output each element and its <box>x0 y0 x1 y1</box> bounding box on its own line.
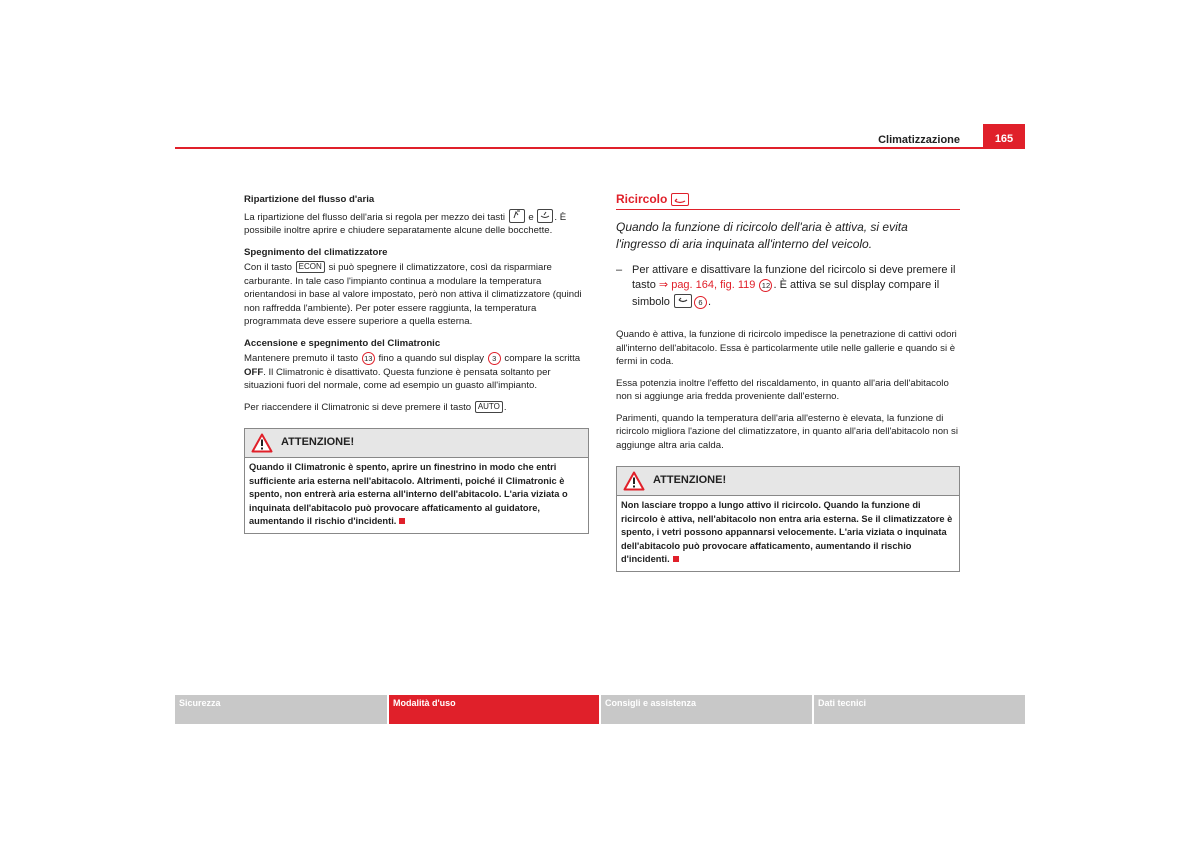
airflow-text-3: . È possibile inoltre aprire e chiudere separatamente alcune delle bocchette. <box>244 211 567 236</box>
bullet-text-2: . È attiva se sul display compare il simbolo <box>632 279 940 308</box>
airflow-key-2-icon <box>537 209 553 223</box>
footer-tab-sicurezza[interactable]: Sicurezza <box>175 695 387 724</box>
warning-title: ATTENZIONE! <box>281 436 355 449</box>
callout-12: 12 <box>759 279 772 292</box>
auto-key: AUTO <box>475 401 503 413</box>
end-square-icon <box>673 556 679 562</box>
bullet-text-3: . <box>707 295 712 308</box>
warning-header <box>617 467 959 496</box>
end-square-icon <box>399 518 405 524</box>
warning-text-content: Quando il Climatronic è spento, aprire un finestrino in modo che entri sufficiente aria esterna nell'abitacolo. Altrimenti, poiché il Climatronic è spento, non entrerà aria esterna all'interno dell'abitacolo. L'aria viziata o inquinata dell'abitacolo può provocare affaticamento al guidatore, aumentando il rischio d'incidenti. <box>249 462 568 526</box>
airflow-text-2: e <box>528 211 534 223</box>
recirculation-title: Ricircolo <box>616 192 668 206</box>
bullet-dash: – <box>616 263 623 276</box>
econ-key: ECON <box>296 261 325 273</box>
warning-box-left <box>244 428 589 534</box>
off-label: OFF <box>244 366 264 378</box>
recirculation-bullet <box>616 263 960 311</box>
climatronic-paragraph <box>244 352 589 393</box>
switch-off-text-2: si può spegnere il climatizzatore, così da risparmiare carburante. In tale caso l'impianto continua a modulare la temperatura orientandosi in base al valore impostato, però non attiva il climatizzatore (quindi non raffredda l'ambiente). Per poter essere raggiunta, la temperatura programmata deve essere superiore a quella esterna. <box>244 262 582 327</box>
climatronic-text-3: compare la scritta <box>504 353 581 364</box>
footer-tab-modalita-uso[interactable]: Modalità d'uso <box>389 695 599 724</box>
figure-reference-link[interactable]: ⇒ pag. 164, fig. 119 <box>658 279 756 291</box>
bullet-text-1: Per attivare e disattivare la funzione del ricircolo si deve premere il tasto <box>632 263 956 291</box>
recirculation-paragraph-1: Quando è attiva, la funzione di ricircolo impedisce la penetrazione di cattivi odori all'interno dell'abitacolo. Essa è particolarmente utile nelle gallerie e quando si è fermi in coda. <box>616 329 957 367</box>
footer-tab-consigli[interactable]: Consigli e assistenza <box>601 695 812 724</box>
climatronic-text-1: Mantenere premuto il tasto <box>244 353 359 364</box>
warning-text <box>617 496 959 571</box>
warning-box-right <box>616 466 960 572</box>
restart-text-2: . <box>503 401 507 413</box>
warning-title: ATTENZIONE! <box>653 474 727 487</box>
warning-header <box>245 429 588 458</box>
header-rule <box>175 147 1025 149</box>
switch-off-text-1: Con il tasto <box>244 262 292 273</box>
restart-text-1: Per riaccendere il Climatronic si deve premere il tasto <box>244 401 472 413</box>
restart-paragraph <box>244 401 589 415</box>
bullet-text <box>632 263 960 311</box>
left-column <box>244 193 589 534</box>
switch-off-heading: Spegnimento del climatizzatore <box>244 246 388 258</box>
recirculation-symbol-icon <box>674 294 692 308</box>
recirculation-heading <box>616 193 960 210</box>
warning-triangle-icon <box>623 471 645 491</box>
climatronic-text-4: . Il Climatronic è disattivato. Questa funzione è pensata soltanto per situazioni fuori del normale, come ad esempio un guasto all'impianto. <box>244 366 551 391</box>
airflow-paragraph <box>244 209 589 238</box>
recirculation-lead: Quando la funzione di ricircolo dell'aria è attiva, si evita l'ingresso di aria inquinata all'interno del veicolo. <box>616 219 908 251</box>
warning-text-content: Non lasciare troppo a lungo attivo il ricircolo. Quando la funzione di ricircolo è attiva, nell'abitacolo non entra aria esterna. Se il climatizzatore è spento, i vetri possono appannarsi velocemente. L'aria viziata o inquinata dell'abitacolo può provocare affaticamento, aumentando il rischio d'incidenti. <box>621 500 953 564</box>
airflow-heading: Ripartizione del flusso d'aria <box>244 194 375 205</box>
recirculation-paragraph-3: Parimenti, quando la temperatura dell'aria all'esterno è elevata, la funzione di ricircolo migliora l'azione del climatizzatore, in quanto all'aria dell'abitacolo non si aggiunge altra aria calda. <box>616 412 958 451</box>
warning-triangle-icon <box>251 433 273 453</box>
page-number: 165 <box>983 124 1025 148</box>
callout-6: 6 <box>694 296 707 309</box>
switch-off-paragraph <box>244 261 589 329</box>
page-section-title: Climatizzazione <box>878 134 960 146</box>
airflow-key-1-icon <box>509 209 525 223</box>
airflow-text-1: La ripartizione del flusso dell'aria si regola per mezzo dei tasti <box>244 211 505 223</box>
callout-13: 13 <box>362 352 375 365</box>
climatronic-heading: Accensione e spegnimento del Climatronic <box>244 337 441 349</box>
recirculation-paragraph-2: Essa potenzia inoltre l'effetto del riscaldamento, in quanto all'aria dell'abitacolo non si aggiunge aria fredda proveniente dall'esterno. <box>616 377 949 402</box>
footer-tab-dati-tecnici[interactable]: Dati tecnici <box>814 695 1025 724</box>
climatronic-text-2: fino a quando sul display <box>378 353 485 364</box>
right-column <box>616 193 960 572</box>
recirculation-icon <box>671 193 689 206</box>
callout-3: 3 <box>488 352 501 365</box>
warning-text <box>245 458 588 533</box>
